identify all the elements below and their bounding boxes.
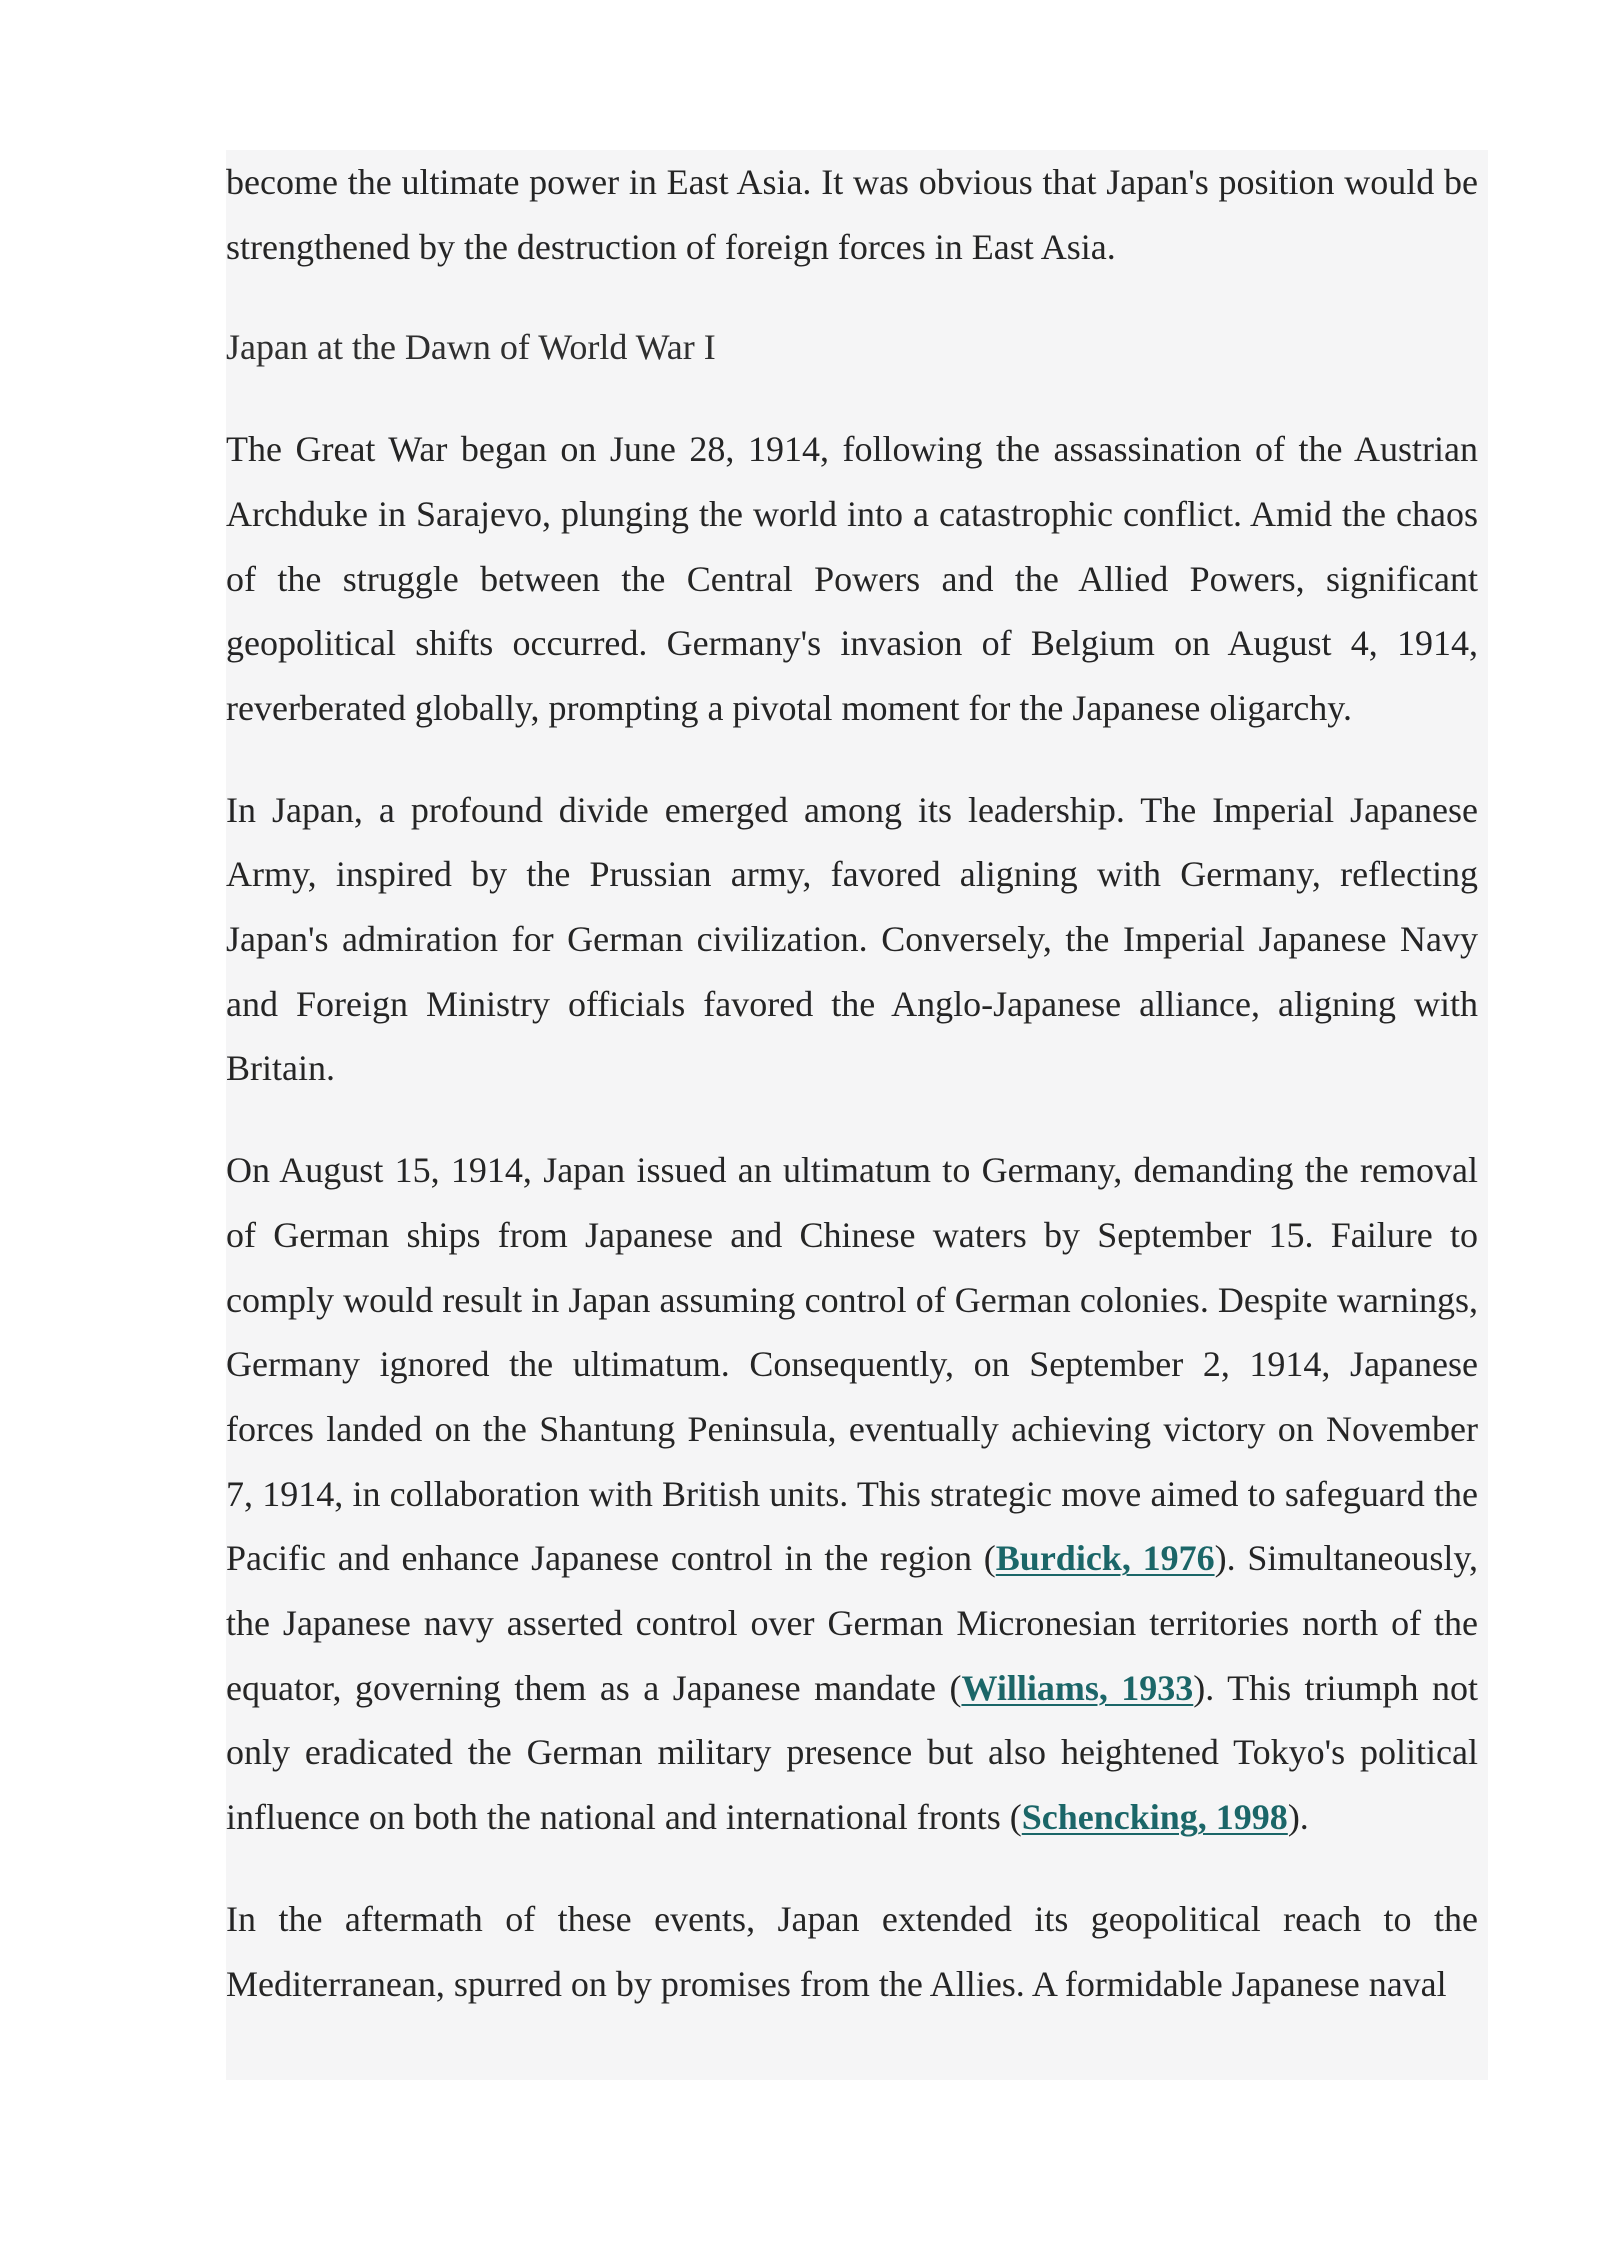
paragraph-ultimatum-text-1: On August 15, 1914, Japan issued an ultimatum to Germany, demanding the removal of German ships from Japanese and Chinese waters by September 15. Failure to comply would result in Japan assuming control of German colonies. Despite warnings, Germany ignored the ultimatum. Consequently, on September 2, 1914, Japanese forces landed on the Shantung Peninsula, eventually achieving victory on November 7, 1914, in collaboration with British units. This strategic move aimed to safeguard the Pacific and enhance Japanese control in the region (: [226, 1150, 1478, 1579]
citation-link-schencking[interactable]: Schencking, 1998: [1021, 1797, 1288, 1838]
paragraph-ultimatum: [226, 1138, 1478, 1850]
paragraph-divide: In Japan, a profound divide emerged among its leadership. The Imperial Japanese Army, inspired by the Prussian army, favored aligning with Germany, reflecting Japan's admiration for German civilization. Conversely, the Imperial Japanese Navy and Foreign Ministry officials favored the Anglo-Japanese alliance, aligning with Britain.: [226, 789, 1478, 1089]
paragraph-aftermath: In the aftermath of these events, Japan extended its geopolitical reach to the Mediterranean, spurred on by promises from the Allies. A formidable Japanese naval: [226, 1898, 1478, 2004]
paragraph-ultimatum-text-3: ). This triumph not only eradicated the German military presence but also heightened Tokyo's political influence on both the national and international fronts (: [226, 1667, 1478, 1838]
citation-link-williams[interactable]: Williams, 1933: [961, 1667, 1194, 1708]
text-highlight-region: [226, 150, 1488, 2080]
section-heading: Japan at the Dawn of World War I: [226, 327, 716, 368]
document-body: [226, 150, 1478, 2053]
intro-paragraph: become the ultimate power in East Asia. It was obvious that Japan's position would be strengthened by the destruction of foreign forces in East Asia.: [226, 162, 1478, 267]
citation-link-burdick[interactable]: Burdick, 1976: [995, 1538, 1215, 1579]
paragraph-great-war: The Great War began on June 28, 1914, following the assassination of the Austrian Archduke in Sarajevo, plunging the world into a catastrophic conflict. Amid the chaos of the struggle between the Central Powers and the Allied Powers, significant geopolitical shifts occurred. Germany's invasion of Belgium on August 4, 1914, reverberated globally, prompting a pivotal moment for the Japanese oligarchy.: [226, 429, 1478, 728]
paragraph-ultimatum-text-2: ). Simultaneously, the Japanese navy asserted control over German Micronesian territories north of the equator, governing them as a Japanese mandate (: [226, 1538, 1478, 1708]
paragraph-ultimatum-text-4: ).: [1287, 1797, 1309, 1838]
